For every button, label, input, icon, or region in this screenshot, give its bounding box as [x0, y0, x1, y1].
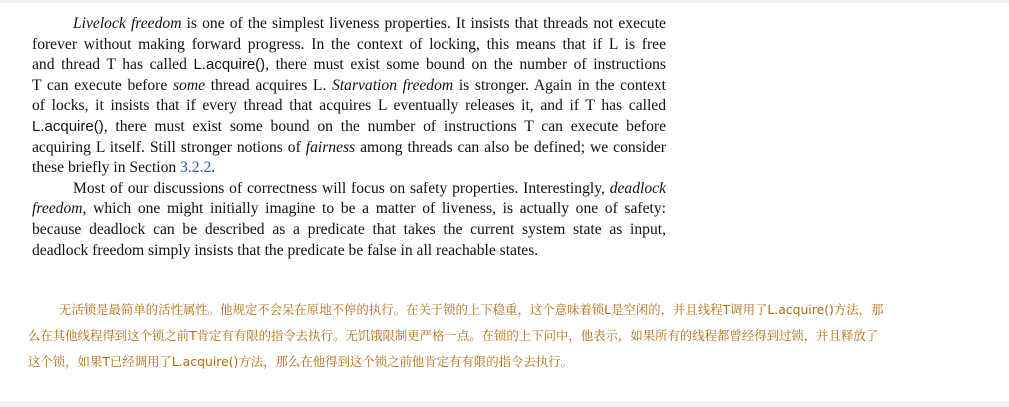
p1-line-2: forever without making forward progress. In the context of locking, this means that if L is free [32, 35, 666, 53]
p1-line-5: of locks, it insists that if every thread that acquires L eventually releases it, and if T has called [32, 97, 666, 115]
p1-line-6: L.acquire(), there must exist some bound on the number of instructions T can execute before [32, 117, 666, 135]
code-l-acquire: L.acquire() [193, 56, 266, 74]
p2-line-1: Most of our discussions of correctness will focus on safety properties. Interestingly, deadlock [73, 179, 666, 197]
p1-line-7: acquiring L itself. Still stronger notions of fairness among threads can also be defined; we consider [32, 138, 666, 156]
p2-line-2: freedom, which one might initially imagine to be a matter of liveness, is actually one of safety: [32, 200, 666, 218]
p1-line-1: Livelock freedom is one of the simplest liveness properties. It insists that threads not execute [73, 15, 666, 32]
p1-line-8: these briefly in Section 3.2.2. [32, 159, 216, 177]
p1-line-4: T can execute before some thread acquires L. Starvation freedom is stronger. Again in the context [32, 76, 666, 94]
top-border [0, 0, 1009, 3]
term-fairness: fairness [305, 138, 356, 156]
book-excerpt [32, 14, 666, 261]
bottom-border [0, 401, 1009, 407]
p2-line-4: deadlock freedom simply insists that the predicate be false in all reachable states. [32, 241, 539, 259]
chinese-translation [28, 297, 988, 375]
term-livelock-freedom: Livelock freedom [73, 15, 182, 32]
section-link[interactable]: 3.2.2 [180, 159, 212, 177]
translation-line-2: 么在其他线程得到这个锁之前T肯定有有限的指令去执行。无饥饿限制更严格一点。在锁的上下问中，他表示，如果所有的线程都曾经得到过锁，并且释放了 [28, 328, 879, 343]
term-starvation-freedom: Starvation freedom [332, 76, 454, 94]
translation-line-3: 这个锁，如果T已经调用了L.acquire()方法，那么在他得到这个锁之前他肯定有有限的指令去执行。 [28, 354, 573, 369]
code-l-acquire: L.acquire() [32, 117, 104, 135]
p1-line-3: and thread T has called L.acquire(), there must exist some bound on the number of instructions [32, 56, 666, 74]
term-deadlock-freedom: freedom [32, 200, 83, 218]
translation-line-1: 无活锁是最简单的活性属性。他规定不会呆在原地不停的执行。在关于锁的上下稳重，这个意味着锁L是空闲的，并且线程T调用了L.acquire()方法，那 [59, 302, 884, 317]
p2-line-3: because deadlock can be described as a predicate that takes the current system state as input, [32, 220, 666, 238]
